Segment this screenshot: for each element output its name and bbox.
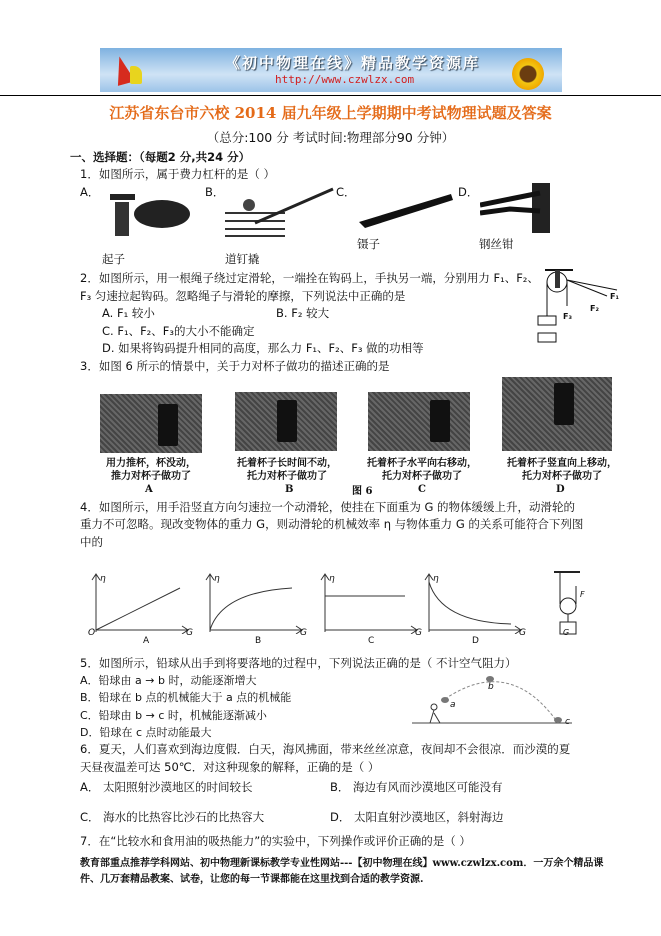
q1-name-d: 钢丝钳: [479, 237, 514, 251]
point-b-label: b: [488, 682, 494, 692]
q4-stem-line3: 中的: [80, 535, 103, 549]
site-banner[interactable]: [100, 48, 562, 92]
photo-b: [235, 392, 337, 451]
q1-label-c: C．: [336, 185, 356, 199]
graph-a-eta: η: [100, 574, 106, 584]
q2-option-b: B. F₂ 较大: [276, 306, 330, 320]
force-label-f2: F₂: [590, 304, 599, 313]
q1-stem: 1．如图所示，属于费力杠杆的是（ ）: [80, 167, 275, 181]
banner-title: 《初中物理在线》精品教学资源库: [225, 54, 481, 72]
q5-option-a: A．铅球由 a → b 时，动能逐渐增大: [80, 674, 257, 687]
q6-stem-line2: 天昼夜温差可达 50℃．对这种现象的解释，正确的是（ ）: [80, 760, 380, 774]
graph-d-eta: η: [433, 574, 439, 584]
q1-name-b: 道钉撬: [225, 252, 260, 266]
footer-line2: 件、几万套精品教案、试卷，让您的每一节课都能在这里找到合适的教学资源.: [80, 874, 424, 885]
force-label-f1: F₁: [610, 292, 619, 301]
fixed-pulley-figure: [535, 268, 625, 350]
pulley-g-label: G: [563, 628, 570, 637]
point-c-label: c: [565, 717, 570, 727]
q1-label-a: A．: [80, 185, 100, 199]
graph-a-g: G: [186, 628, 193, 638]
caption-d: [495, 457, 629, 483]
graph-d-g: G: [519, 628, 526, 638]
caption-c-line1: 托着杯子水平向右移动，: [367, 458, 477, 469]
q1-label-b: B．: [205, 185, 225, 199]
q2-stem-line2: F₃ 匀速拉起钩码。忽略绳子与滑轮的摩擦，下列说法中正确的是: [80, 289, 406, 303]
q6-option-a: A． 太阳照射沙漠地区的时间较长: [80, 780, 253, 794]
divider: [0, 95, 661, 96]
caption-d-line2: 托力对杯子做功了: [522, 471, 602, 482]
logo-icon-yellow: [130, 66, 142, 84]
graph-c-label: C: [368, 636, 375, 646]
banner-url: http://www.czwlzx.com: [275, 73, 415, 86]
pliers-image: [480, 183, 550, 233]
tweezers-image: [355, 190, 455, 230]
caption-b: [225, 457, 349, 483]
graph-c-g: G: [415, 628, 422, 638]
q5-stem: 5．如图所示，铅球从出手到将要落地的过程中，下列说法正确的是（ 不计空气阻力）: [80, 656, 517, 670]
photo-a: [100, 394, 202, 453]
q7-stem: 7．在“比较水和食用油的吸热能力”的实验中，下列操作或评价正确的是（ ）: [80, 834, 471, 848]
photo-letter-b: B: [285, 484, 294, 495]
photo-letter-d: D: [556, 484, 565, 495]
q4-stem-line1: 4．如图所示，用手沿竖直方向匀速拉一个动滑轮，使挂在下面重为 G 的物体缓缓上升，动滑轮的: [80, 500, 576, 514]
crowbar-image: [225, 183, 335, 239]
point-a-label: a: [450, 700, 456, 710]
q5-option-b: B．铅球在 b 点的机械能大于 a 点的机械能: [80, 691, 292, 704]
photo-c: [368, 392, 470, 451]
q6-stem-line1: 6．夏天，人们喜欢到海边度假．白天，海风拂面，带来丝丝凉意，夜间却不会很凉．而沙漠的夏: [80, 742, 571, 756]
photo-d: [502, 377, 612, 451]
q2-stem-line1: 2．如图所示，用一根绳子绕过定滑轮，一端拴在钩码上，手执另一端，分别用力 F₁、F₂、: [80, 271, 539, 285]
movable-pulley-figure: [550, 568, 590, 638]
subtitle: （总分:100 分 考试时间:物理部分90 分钟）: [206, 130, 455, 145]
graph-d-label: D: [472, 636, 479, 646]
graph-a-origin: O: [88, 628, 96, 638]
q2-option-c: C. F₁、F₂、F₃的大小不能确定: [102, 324, 255, 338]
q2-option-d: D. 如果将钩码提升相同的高度，那么力 F₁、F₂、F₃ 做的功相等: [102, 341, 424, 355]
caption-c-line2: 托力对杯子做功了: [382, 471, 462, 482]
q1-name-c: 镊子: [357, 237, 380, 251]
page-title: 江苏省东台市六校 2014 届九年级上学期期中考试物理试题及答案: [109, 104, 552, 122]
graph-b-eta: η: [214, 574, 220, 584]
q4-stem-line2: 重力不可忽略。现改变物体的重力 G，则动滑轮的机械效率 η 与物体重力 G 的关系可能符合下列图: [80, 517, 584, 531]
caption-c: [355, 457, 489, 483]
graph-b-label: B: [255, 636, 262, 646]
q6-option-b: B． 海边有风而沙漠地区可能没有: [330, 780, 503, 794]
graph-a-label: A: [143, 636, 150, 646]
caption-b-line2: 托力对杯子做功了: [247, 471, 327, 482]
photo-letter-a: A: [145, 484, 153, 495]
caption-d-line1: 托着杯子竖直向上移动，: [507, 458, 617, 469]
photo-letter-c: C: [418, 484, 426, 495]
caption-a: [95, 457, 207, 483]
q6-option-d: D． 太阳直射沙漠地区，斜射海边: [330, 810, 504, 824]
q5-option-c: C．铅球由 b → c 时，机械能逐渐减小: [80, 709, 267, 722]
q3-stem: 3．如图 6 所示的情景中，关于力对杯子做功的描述正确的是: [80, 359, 390, 373]
caption-b-line1: 托着杯子长时间不动，: [237, 458, 337, 469]
q1-label-d: D．: [458, 185, 479, 199]
graph-c-eta: η: [329, 574, 335, 584]
q1-name-a: 起子: [102, 252, 125, 266]
graph-b-g: G: [300, 628, 307, 638]
section-heading: 一、选择题：（每题2 分,共24 分）: [70, 150, 251, 164]
pulley-f-label: F: [580, 590, 585, 599]
figure-label: 图 6: [352, 486, 373, 497]
bottle-opener-image: [100, 190, 190, 238]
caption-a-line2: 推力对杯子做功了: [111, 471, 191, 482]
footer-line1: 教育部重点推荐学科网站、初中物理新课标教学专业性网站---【初中物理在线】www.czwlzx.com．一万余个精品课: [80, 858, 604, 869]
caption-a-line1: 用力推杯，杯没动，: [106, 458, 196, 469]
q2-option-a: A. F₁ 较小: [102, 306, 155, 320]
q5-option-d: D．铅球在 c 点时动能最大: [80, 726, 212, 739]
q6-option-c: C． 海水的比热容比沙石的比热容大: [80, 810, 265, 824]
sunflower-icon: [512, 58, 544, 90]
force-label-f3: F₃: [563, 312, 572, 321]
